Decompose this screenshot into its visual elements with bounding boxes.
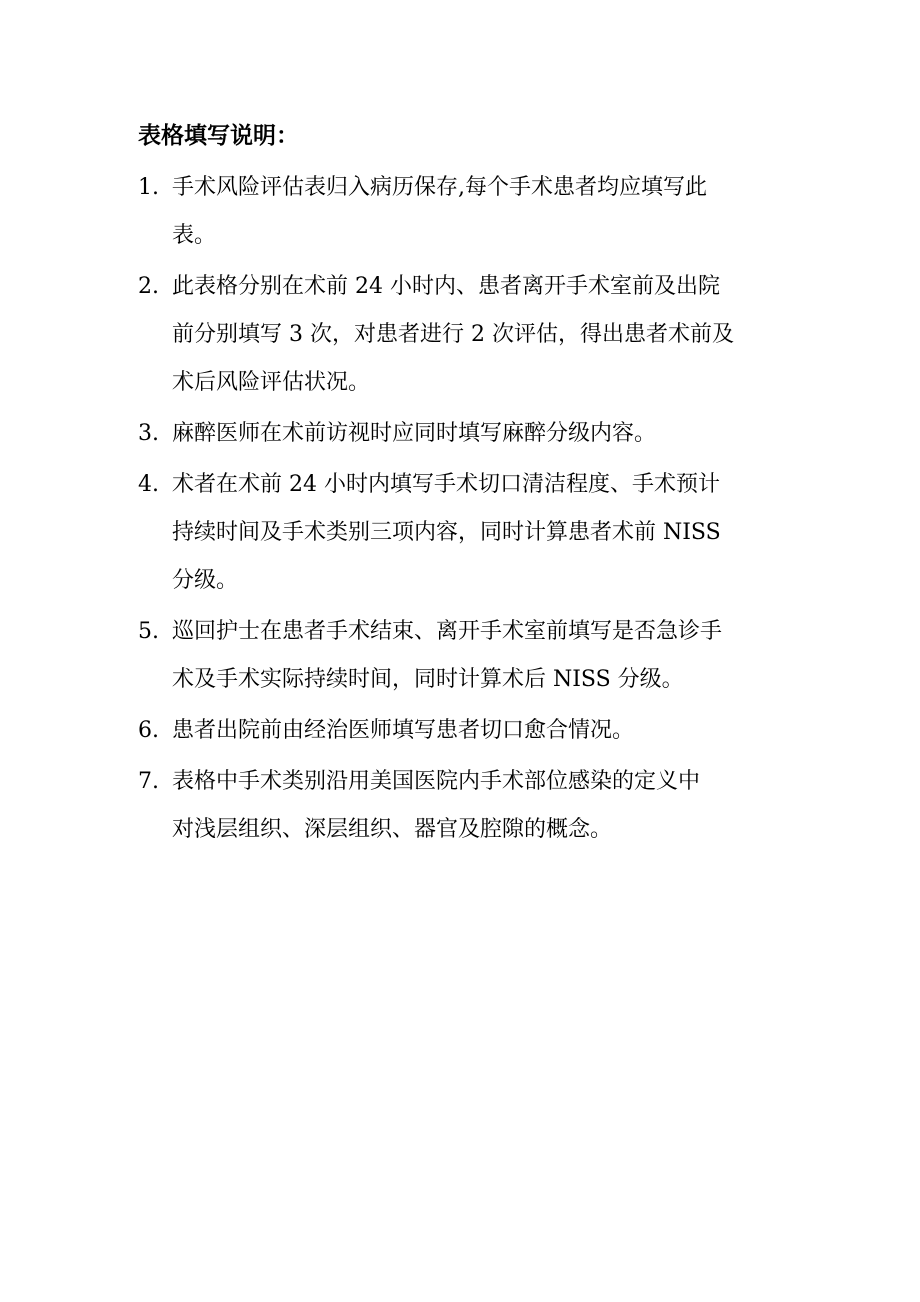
instruction-text-line: 分级。	[172, 568, 239, 593]
instruction-number: 4.	[138, 472, 159, 497]
instruction-text-line: 对浅层组织、深层组织、器官及腔隙的概念。	[172, 817, 613, 842]
instruction-text-line: 此表格分别在术前 24 小时内、患者离开手术室前及出院	[172, 274, 720, 299]
instruction-item	[138, 164, 788, 260]
instruction-text-line: 手术风险评估表归入病历保存,每个手术患者均应填写此	[172, 175, 707, 200]
instruction-number: 1.	[138, 175, 159, 200]
instruction-number: 3.	[138, 421, 159, 446]
instruction-number: 6.	[138, 718, 159, 743]
instruction-item	[138, 608, 788, 704]
instruction-text-line: 术及手术实际持续时间，同时计算术后 NISS 分级。	[172, 667, 684, 692]
instruction-item	[138, 410, 788, 458]
instruction-text-line: 巡回护士在患者手术结束、离开手术室前填写是否急诊手	[172, 619, 723, 644]
instruction-number: 2.	[138, 274, 159, 299]
instruction-text-line: 表。	[172, 223, 217, 248]
instruction-list	[138, 164, 788, 857]
instruction-item	[138, 758, 788, 854]
instruction-item	[138, 461, 788, 605]
instruction-number: 7.	[138, 769, 159, 794]
instruction-text-line: 术者在术前 24 小时内填写手术切口清洁程度、手术预计	[172, 472, 720, 497]
instruction-text-line: 持续时间及手术类别三项内容，同时计算患者术前 NISS	[172, 520, 721, 545]
instruction-number: 5.	[138, 619, 159, 644]
instruction-item	[138, 707, 788, 755]
instruction-text-line: 术后风险评估状况。	[172, 370, 371, 395]
instruction-item	[138, 263, 788, 407]
instruction-text-line: 患者出院前由经治医师填写患者切口愈合情况。	[172, 718, 635, 743]
document-title: 表格填写说明：	[138, 123, 299, 149]
instruction-text-line: 表格中手术类别沿用美国医院内手术部位感染的定义中	[172, 769, 701, 794]
instruction-text-line: 麻醉医师在术前访视时应同时填写麻醉分级内容。	[172, 421, 657, 446]
instruction-text-line: 前分别填写 3 次，对患者进行 2 次评估，得出患者术前及	[172, 322, 734, 347]
